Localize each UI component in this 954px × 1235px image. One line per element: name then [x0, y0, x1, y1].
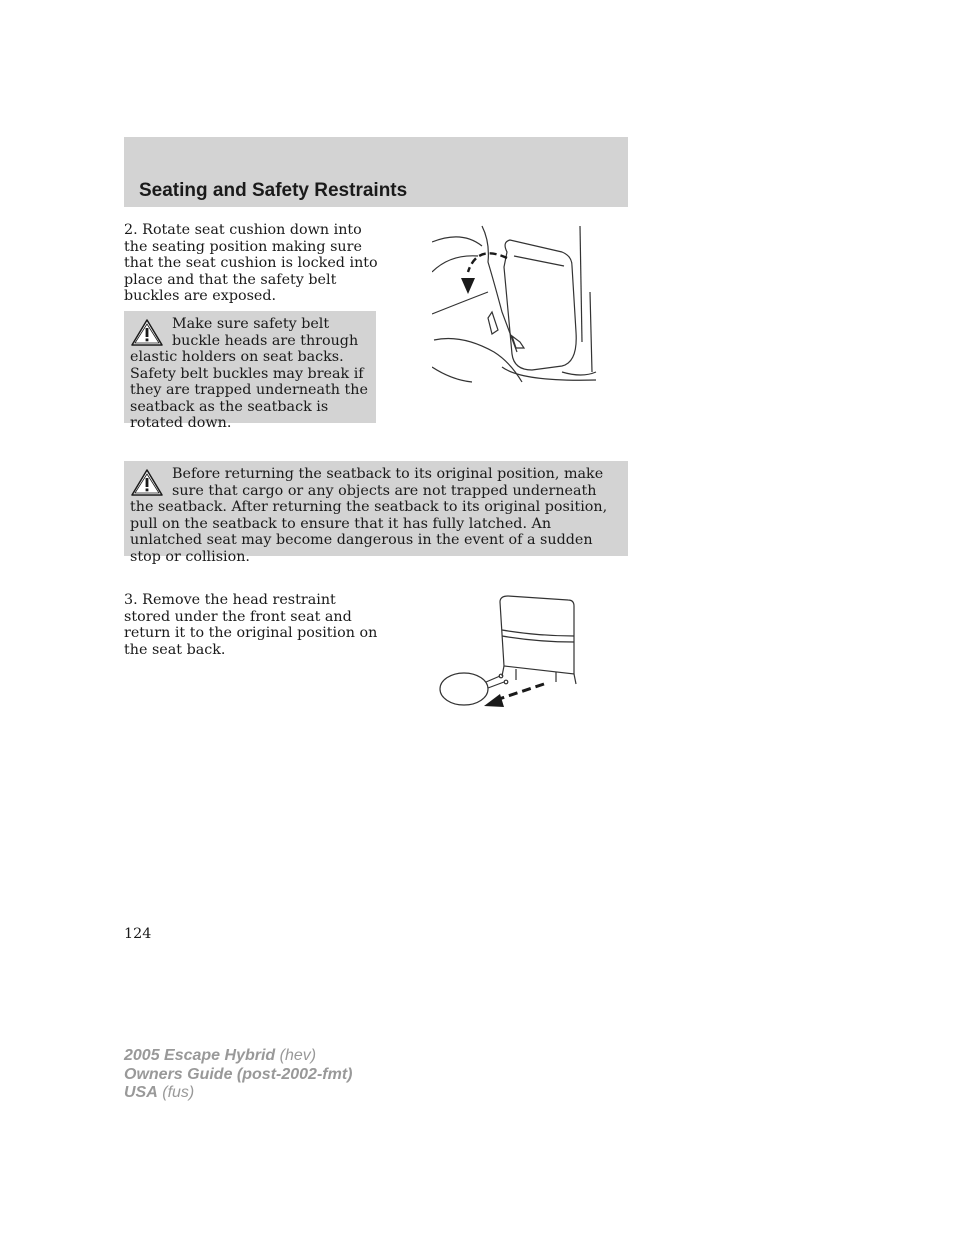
warning-box-1	[124, 311, 376, 431]
footer-market-code: (fus)	[162, 1084, 195, 1101]
section-title: Seating and Safety Restraints	[139, 180, 408, 201]
footer-guide: Owners Guide (post-2002-fmt)	[124, 1065, 353, 1083]
footer-market: USA	[124, 1084, 158, 1101]
step-3-text: 3. Remove the head restraint stored under the front seat and return it to the original position on the seat back.	[124, 592, 378, 658]
section-header	[124, 137, 628, 207]
footer-model-code: (hev)	[279, 1047, 317, 1064]
footer-line-2	[124, 1066, 352, 1085]
head-restraint-illustration	[438, 594, 580, 714]
warning-triangle-icon	[130, 468, 164, 498]
footer	[124, 1047, 352, 1103]
page-number: 124	[124, 926, 152, 942]
warning-box-2	[124, 461, 628, 565]
footer-line-1	[124, 1047, 352, 1066]
warning-2-text: Before returning the seatback to its original position, make sure that cargo or any objects are not trapped underneath the seatback. After returning the seatback to its original position, pull on the seatback to ensure that it has fully latched. An unlatched seat may become dangerous in the event of a sudden stop or collision.	[130, 466, 608, 565]
seat-cushion-illustration	[432, 222, 597, 387]
footer-line-3	[124, 1084, 352, 1103]
warning-triangle-icon	[130, 318, 164, 348]
footer-model: 2005 Escape Hybrid	[124, 1047, 276, 1064]
warning-1-text: Make sure safety belt buckle heads are through elastic holders on seat backs. Safety belt buckles may break if they are trapped underneath the seatback as the seatback is rotated down.	[130, 316, 368, 431]
step-2-text: 2. Rotate seat cushion down into the seating position making sure that the seat cushion is locked into place and that the safety belt buckles are exposed.	[124, 222, 378, 304]
